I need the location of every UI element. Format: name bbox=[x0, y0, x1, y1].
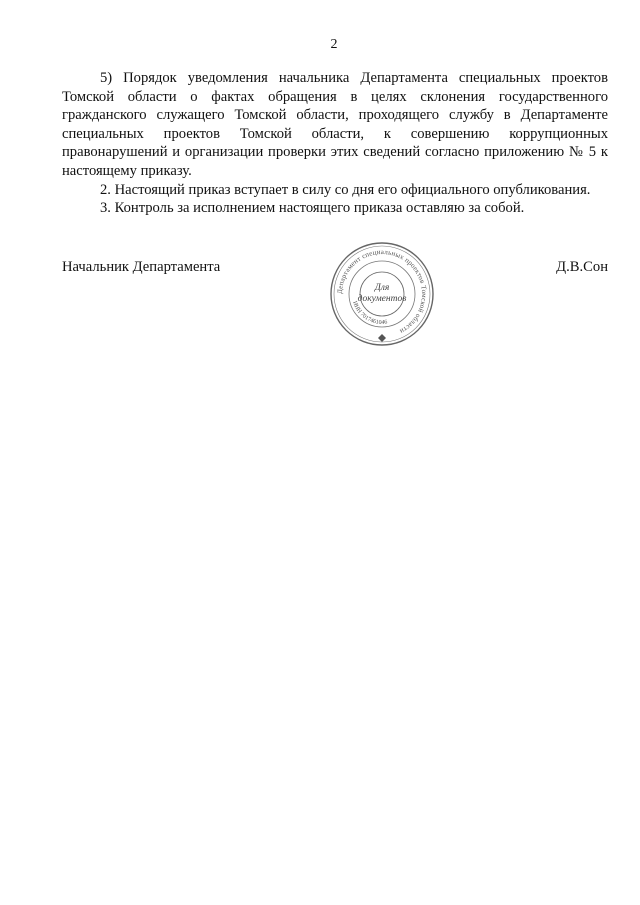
stamp-star-icon bbox=[378, 334, 386, 342]
official-stamp bbox=[328, 240, 436, 348]
stamp-number-text: ИНН 7017461046 bbox=[351, 300, 388, 327]
svg-text:ИНН 7017461046 bbox=[351, 301, 388, 326]
document-body bbox=[62, 69, 608, 218]
signatory-name: Д.В.Сон bbox=[556, 259, 608, 275]
paragraph-effective-date: 2. Настоящий приказ вступает в силу со дня его официального опубликования. bbox=[100, 181, 591, 198]
stamp-center-line-1: Для bbox=[374, 283, 390, 293]
paragraph-item-5: 5) Порядок уведомления начальника Департамента специальных проектов Томской области о фактах обращения в целях склонения государственного гражданского служащего Томской области, проходящего службу в Департаменте специальных проектов Томской области, к совершению коррупционных правонарушений и организации проверки этих сведений согласно приложению № 5 к настоящему приказу. bbox=[62, 70, 608, 179]
signatory-position: Начальник Департамента bbox=[62, 259, 221, 275]
stamp-ring-text: Департамент специальных проектов Томской области bbox=[335, 247, 429, 336]
paragraph-control: 3. Контроль за исполнением настоящего приказа оставляю за собой. bbox=[100, 200, 525, 217]
page-number: 2 bbox=[330, 37, 338, 52]
stamp-seal-icon bbox=[328, 240, 436, 348]
stamp-center-line-2: документов bbox=[357, 294, 407, 304]
